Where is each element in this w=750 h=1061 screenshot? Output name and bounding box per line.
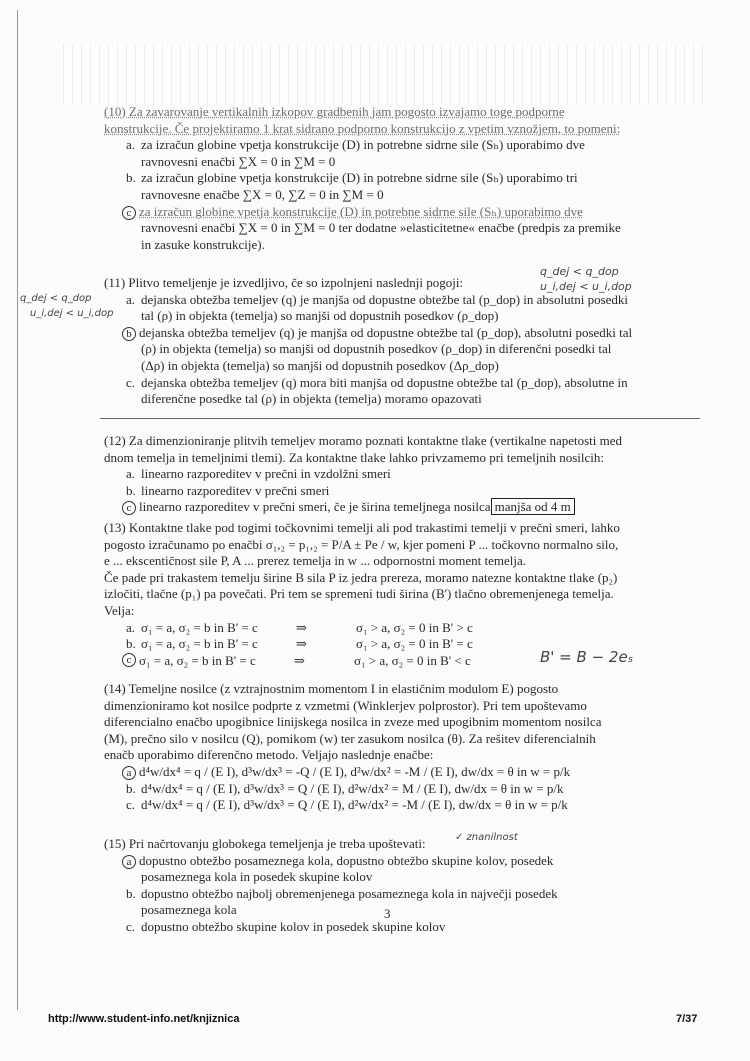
question-15 (104, 836, 558, 936)
option-text: diferenčne posedke tal (ρ) in objekta (temelja) moramo opazovati (141, 391, 482, 407)
option-text: (ρ) in objekta (temelja) so manjši od dopustnih posedkov (ρ_dop) in diferenčni posedki tal (141, 341, 612, 357)
option-right: σ₁ > a, σ₂ = 0 in B' > c (356, 619, 473, 635)
option-left: σ₁ = a, σ₂ = b in B' = c (139, 652, 256, 668)
question-12 (104, 433, 622, 516)
option-label: b. (126, 780, 136, 796)
option-label: a. (126, 137, 136, 153)
option-label: a. (126, 466, 136, 482)
option-text: za izračun globine vpetja konstrukcije (D) in potrebne sidrne sile (Sₕ) uporabimo tri (141, 170, 578, 186)
footer-page-count: 7/37 (676, 1013, 698, 1025)
option-label: c. (126, 918, 136, 934)
question-text: dnom temelja in temeljnimi tlemi). Za kontaktne tlake lahko privzamemo pri temeljnih nosilcih: (104, 449, 605, 465)
option-text: posameznega kola in posedek skupine kolov (141, 869, 373, 885)
option-text: ravnovesni enačbi ∑X = 0 in ∑M = 0 ter dodatne »elasticitetne« enačbe (predpis za premike (141, 220, 621, 236)
q10-line: (10) Za zavarovanje vertikalnih izkopov gradbenih jam pogosto izvajamo toge podporne (104, 104, 565, 119)
question-text: e ... ekscentičnost sile P, A ... prerez temelja in w ... odpornostni moment temelja. (104, 553, 527, 569)
question-text: diferencialno enačbo upogibnice linijskega nosilca in zveze med upogibnim momentom nosilca (104, 714, 602, 730)
option-text: za izračun globine vpetja konstrukcije (D) in potrebne sidrne sile (Sₕ) uporabimo dve (139, 203, 583, 219)
option-text: ravnovesni enačbi ∑X = 0 in ∑M = 0 (141, 153, 336, 169)
option-right: σ₁ > a, σ₂ = 0 in B' < c (354, 652, 471, 668)
option-label: b. (126, 885, 136, 901)
circled-answer: c (122, 653, 136, 667)
question-text: (12) Za dimenzioniranje plitvih temeljev moramo poznati kontaktne tlake (vertikalne napetosti med (104, 433, 623, 448)
option-label: b. (126, 482, 136, 498)
handwritten-margin-note: u_i,dej < u_i,dop (30, 308, 114, 319)
scan-noise (60, 45, 710, 105)
option-label: b. (126, 636, 136, 652)
boxed-annotation: manjša od 4 m (491, 498, 575, 515)
handwritten-note: u_i,dej < u_i,dop (540, 280, 632, 293)
option-left: σ₁ = a, σ₂ = b in B' = c (141, 619, 258, 635)
question-text: (M), prečno silo v nosilcu (Q), pomikom (w) ter zasukom nosilca (θ). Za rešitev diferencialnih (104, 730, 596, 746)
page-number: 3 (384, 906, 391, 921)
option-text: dejanska obtežba temeljev (q) mora biti manjša od dopustne obtežbe tal (p_dop), absolutne in (141, 374, 628, 390)
option-label: a. (126, 619, 136, 635)
option-text: ravnovesne enačbe ∑X = 0, ∑Z = 0 in ∑M = 0 (141, 186, 384, 202)
question-text: (13) Kontaktne tlake pod togimi točkovnimi temelji ali pod trakastimi temelji v prečni smeri, lahko (104, 520, 620, 535)
circled-answer: b (122, 327, 136, 341)
option-text: dejanska obtežba temeljev (q) je manjša od dopustne obtežbe tal (p_dop), absolutni posedki tal (139, 324, 633, 340)
option-text: tal (ρ) in objekta (temelja) so manjši od dopustnih posedkov (ρ_dop) (141, 308, 499, 324)
option-label: c. (126, 797, 136, 813)
question-text: izločiti, tlačne (p₁) pa povečati. Pri tem se spremeni tudi širina (B') tlačno obremenjenega temelja. (104, 586, 614, 602)
option-left: σ₁ = a, σ₂ = b in B' = c (141, 636, 258, 652)
option-text: in zasuke konstrukcije). (141, 236, 265, 252)
question-11 (104, 275, 632, 408)
footer-url-link[interactable]: http://www.student-info.net/knjiznica (48, 1013, 240, 1025)
question-text: Velja: (104, 602, 135, 618)
question-title: (11) Plitvo temeljenje je izvedljivo, če so izpolnjeni naslednji pogoji: (104, 275, 464, 290)
option-label: b. (126, 170, 136, 186)
implies-arrow: ⇒ (296, 619, 307, 635)
divider (100, 418, 700, 419)
handwritten-note: q_dej < q_dop (540, 265, 619, 278)
question-text: (14) Temeljne nosilce (z vztrajnostnim momentom I in elastičnim modulom E) pogosto (104, 681, 559, 696)
option-text: dejanska obtežba temeljev (q) je manjša od dopustne obtežbe tal (p_dop) in absolutni posedki (141, 291, 629, 307)
option-text: d⁴w/dx⁴ = q / (E I), d³w/dx³ = -Q / (E I), d²w/dx² = -M / (E I), dw/dx = θ in w = p/k (139, 763, 571, 779)
implies-arrow: ⇒ (296, 636, 307, 652)
binder-margin (17, 10, 18, 1010)
question-text: enačb uporabimo diferenčno metodo. Veljajo naslednje enačbe: (104, 747, 434, 763)
circled-answer: a (122, 855, 136, 869)
circled-answer: c (122, 206, 136, 220)
option-text: linearno razporeditev v prečni smeri (141, 482, 330, 498)
option-text: d⁴w/dx⁴ = q / (E I), d³w/dx³ = Q / (E I), d²w/dx² = M / (E I), dw/dx = θ in w = p/k (141, 780, 564, 796)
circled-answer: c (122, 501, 136, 515)
question-14 (104, 681, 601, 814)
option-text: dopustno obtežbo skupine kolov in posedek skupine kolov (141, 918, 446, 934)
option-text: dopustno obtežbo najbolj obremenjenega posameznega kola in največji posedek (141, 885, 558, 901)
question-13 (104, 520, 620, 669)
option-label: c. (126, 374, 136, 390)
implies-arrow: ⇒ (294, 652, 305, 668)
option-text: d⁴w/dx⁴ = q / (E I), d³w/dx³ = Q / (E I), d²w/dx² = -M / (E I), dw/dx = θ in w = p/k (141, 797, 568, 813)
option-text: za izračun globine vpetja konstrukcije (D) in potrebne sidrne sile (Sₕ) uporabimo dve (141, 137, 585, 153)
option-right: σ₁ > a, σ₂ = 0 in B' = c (356, 636, 473, 652)
handwritten-margin-note: q_dej < q_dop (20, 293, 92, 304)
option-text: (Δρ) in objekta (temelja) so manjši od dopustnih posedkov (Δρ_dop) (141, 357, 499, 373)
option-text: posameznega kola (141, 902, 237, 918)
option-text: dopustno obtežbo posameznega kola, dopustno obtežbo skupine kolov, posedek (139, 852, 554, 868)
option-text: linearno razporeditev v prečni smeri, če je širina temeljnega nosilca (139, 499, 491, 515)
question-text: dimenzioniramo kot nosilce podprte z vzmetmi (Winklerjev polprostor). Pri tem upoštevamo (104, 697, 587, 713)
option-text: linearno razporeditev v prečni in vzdolžni smeri (141, 466, 391, 482)
option-label: a. (126, 291, 136, 307)
handwritten-formula: B' = B − 2eₛ (540, 648, 634, 666)
q10-line: konstrukcije. Če projektiramo 1 krat sidrano podporno konstrukcijo z vpetim vznožjem, to pomeni: (104, 120, 621, 136)
question-title: (15) Pri načrtovanju globokega temeljenja je treba upoštevati: (104, 836, 426, 851)
question-10 (104, 104, 621, 253)
question-text: pogosto izračunamo po enačbi σ₁,₂ = p₁,₂ = P/A ± Pe / w, kjer pomeni P ... točkovno normalno silo, (104, 536, 619, 552)
question-text: Če pade pri trakastem temelju širine B sila P iz jedra prereza, moramo natezne kontaktne tlake (p₂) (104, 569, 618, 585)
circled-answer: a (122, 766, 136, 780)
handwritten-note: ✓ znanilnost (455, 832, 518, 843)
